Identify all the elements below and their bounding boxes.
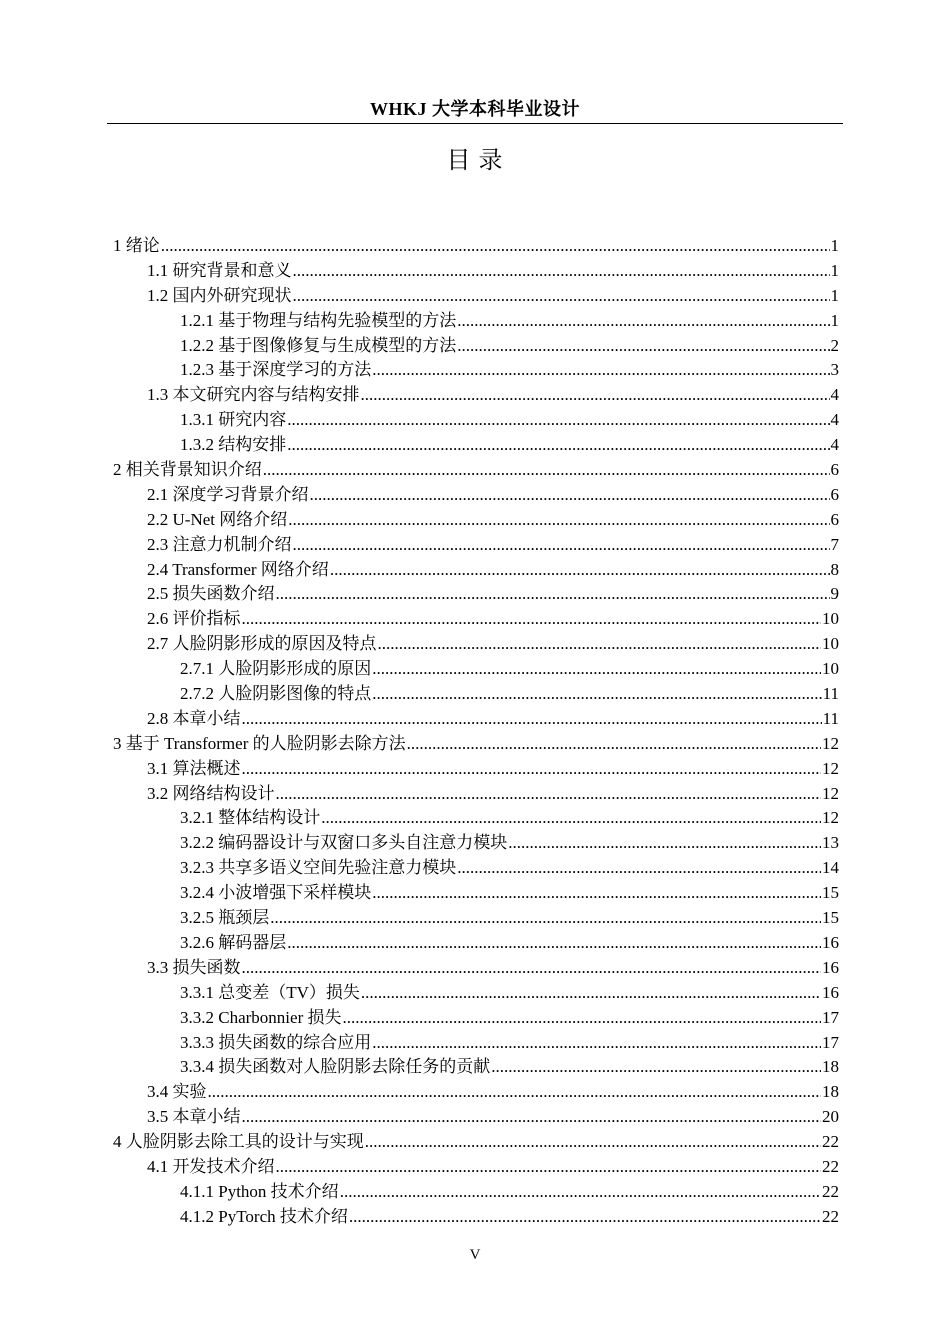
toc-entry-page: 15 — [822, 883, 839, 903]
toc-entry-label: 2.7.2 人脸阴影图像的特点 — [180, 684, 372, 704]
toc-entry-label: 1.2 国内外研究现状 — [147, 285, 292, 305]
toc-entry[interactable] — [113, 558, 839, 583]
toc-entry[interactable] — [113, 1080, 839, 1105]
toc-entry-page: 18 — [822, 1082, 839, 1102]
toc-entry[interactable] — [113, 582, 839, 607]
toc-dot-leader — [508, 831, 821, 856]
toc-dot-leader — [293, 259, 830, 284]
toc-entry-label: 1 绪论 — [113, 236, 160, 255]
toc-entry-page: 13 — [822, 833, 839, 853]
toc-entry-page: 22 — [822, 1206, 839, 1226]
toc-entry[interactable] — [113, 259, 839, 284]
toc-dot-leader — [293, 284, 830, 309]
toc-dot-leader — [330, 558, 830, 583]
toc-dot-leader — [287, 433, 829, 458]
toc-dot-leader — [457, 334, 829, 359]
toc-entry[interactable] — [113, 533, 839, 558]
toc-dot-leader — [365, 1130, 821, 1155]
toc-dot-leader — [242, 607, 822, 632]
toc-dot-leader — [263, 458, 830, 483]
toc-dot-leader — [340, 1180, 821, 1205]
toc-dot-leader — [349, 1205, 821, 1230]
toc-entry-label: 2.5 损失函数介绍 — [147, 584, 275, 604]
toc-dot-leader — [491, 1055, 821, 1080]
toc-dot-leader — [208, 1080, 822, 1105]
toc-dot-leader — [276, 582, 830, 607]
toc-entry[interactable] — [113, 632, 839, 657]
toc-dot-leader — [287, 408, 829, 433]
toc-dot-leader — [288, 508, 829, 533]
toc-entry-label: 3.2.6 解码器层 — [180, 932, 287, 952]
toc-entry-page: 17 — [822, 1032, 839, 1052]
toc-entry-label: 1.2.2 基于图像修复与生成模型的方法 — [180, 335, 457, 355]
toc-entry-page: 22 — [822, 1156, 839, 1176]
toc-entry-page: 12 — [822, 783, 839, 803]
toc-entry-label: 1.3 本文研究内容与结构安排 — [147, 385, 360, 405]
toc-entry-page: 6 — [830, 484, 839, 504]
toc-entry[interactable] — [113, 358, 839, 383]
toc-entry-label: 3.2.4 小波增强下采样模块 — [180, 883, 372, 903]
toc-entry[interactable] — [113, 906, 839, 931]
toc-dot-leader — [457, 856, 821, 881]
toc-entry-label: 2.1 深度学习背景介绍 — [147, 484, 309, 504]
toc-dot-leader — [242, 707, 822, 732]
toc-entry[interactable] — [113, 1155, 839, 1180]
toc-entry-page: 22 — [822, 1132, 839, 1152]
toc-entry-page: 9 — [830, 584, 839, 604]
page-header: WHKJ 大学本科毕业设计 — [107, 96, 843, 124]
toc-entry-page: 20 — [822, 1107, 839, 1127]
toc-entry[interactable] — [113, 682, 839, 707]
toc-entry[interactable] — [113, 309, 839, 334]
toc-entry-page: 10 — [822, 659, 839, 679]
toc-entry[interactable] — [113, 657, 839, 682]
toc-dot-leader — [276, 782, 822, 807]
toc-entry-label: 2 相关背景知识介绍 — [113, 460, 262, 480]
toc-entry[interactable] — [113, 881, 839, 906]
toc-entry-page: 17 — [822, 1007, 839, 1027]
toc-entry-page: 4 — [830, 385, 839, 405]
toc-entry[interactable] — [113, 1130, 839, 1155]
toc-entry-label: 3.2.2 编码器设计与双窗口多头自注意力模块 — [180, 833, 508, 853]
toc-dot-leader — [321, 806, 821, 831]
toc-entry[interactable] — [113, 1031, 839, 1056]
toc-entry-label: 3.5 本章小结 — [147, 1107, 241, 1127]
toc-entry-page: 3 — [830, 360, 839, 380]
toc-dot-leader — [276, 1155, 822, 1180]
toc-dot-leader — [310, 483, 830, 508]
toc-entry-label: 2.3 注意力机制介绍 — [147, 534, 292, 554]
toc-entry-page: 16 — [822, 957, 839, 977]
toc-entry-label: 3.1 算法概述 — [147, 758, 241, 778]
toc-entry-label: 2.8 本章小结 — [147, 708, 241, 728]
toc-entry-page: 6 — [830, 509, 839, 529]
toc-entry[interactable] — [113, 782, 839, 807]
toc-entry[interactable] — [113, 856, 839, 881]
toc-entry[interactable] — [113, 931, 839, 956]
toc-entry-label: 2.7.1 人脸阴影形成的原因 — [180, 659, 372, 679]
toc-entry-page: 12 — [822, 758, 839, 778]
toc-entry-label: 3.3.3 损失函数的综合应用 — [180, 1032, 372, 1052]
toc-entry[interactable] — [113, 433, 839, 458]
toc-dot-leader — [242, 1105, 822, 1130]
toc-entry-page: 7 — [830, 534, 839, 554]
toc-entry-page: 16 — [822, 932, 839, 952]
toc-entry-label: 1.2.1 基于物理与结构先验模型的方法 — [180, 310, 457, 330]
toc-entry[interactable] — [113, 732, 839, 757]
toc-entry-label: 2.2 U-Net 网络介绍 — [147, 509, 288, 529]
toc-entry-label: 3.4 实验 — [147, 1082, 207, 1102]
toc-dot-leader — [342, 1006, 821, 1031]
toc-entry-page: 11 — [822, 684, 839, 704]
toc-entry-label: 1.1 研究背景和意义 — [147, 260, 292, 280]
toc-entry[interactable] — [113, 483, 839, 508]
toc-entry-page: 1 — [830, 260, 839, 280]
toc-entry-label: 4.1.2 PyTorch 技术介绍 — [180, 1206, 348, 1226]
toc-dot-leader — [293, 533, 830, 558]
toc-entry-page: 12 — [822, 808, 839, 828]
toc-entry-page: 10 — [822, 609, 839, 629]
toc-dot-leader — [361, 981, 821, 1006]
toc-entry[interactable] — [113, 707, 839, 732]
toc-entry[interactable] — [113, 1205, 839, 1230]
toc-entry-page: 18 — [822, 1057, 839, 1077]
toc-dot-leader — [407, 732, 821, 757]
toc-entry-page: 8 — [830, 559, 839, 579]
toc-entry[interactable] — [113, 1055, 839, 1080]
toc-dot-leader — [378, 632, 822, 657]
toc-entry-page: 22 — [822, 1181, 839, 1201]
toc-dot-leader — [287, 931, 821, 956]
toc-dot-leader — [270, 906, 821, 931]
toc-entry-label: 3.2.1 整体结构设计 — [180, 808, 321, 828]
toc-entry[interactable] — [113, 1006, 839, 1031]
toc-entry[interactable] — [113, 458, 839, 483]
toc-entry-page: 4 — [830, 435, 839, 455]
toc-entry[interactable] — [113, 831, 839, 856]
toc-entry-label: 3.3 损失函数 — [147, 957, 241, 977]
toc-entry[interactable] — [113, 408, 839, 433]
toc-entry-label: 3.2.3 共享多语义空间先验注意力模块 — [180, 858, 457, 878]
toc-entry[interactable] — [113, 1180, 839, 1205]
toc-entry-label: 2.6 评价指标 — [147, 609, 241, 629]
toc-entry-page: 1 — [830, 285, 839, 305]
page-number: V — [469, 1247, 481, 1263]
toc-entry[interactable] — [113, 757, 839, 782]
toc-entry-label: 1.3.1 研究内容 — [180, 410, 287, 430]
table-of-contents — [113, 234, 839, 1230]
toc-entry-label: 4.1.1 Python 技术介绍 — [180, 1181, 339, 1201]
toc-entry-page: 1 — [830, 236, 839, 255]
toc-dot-leader — [372, 881, 821, 906]
toc-entry-page: 10 — [822, 634, 839, 654]
toc-dot-leader — [372, 682, 821, 707]
toc-entry-label: 1.2.3 基于深度学习的方法 — [180, 360, 372, 380]
toc-entry-label: 2.7 人脸阴影形成的原因及特点 — [147, 634, 377, 654]
toc-entry[interactable] — [113, 383, 839, 408]
toc-dot-leader — [242, 956, 822, 981]
toc-entry[interactable] — [113, 806, 839, 831]
toc-entry[interactable] — [113, 234, 839, 259]
toc-entry-label: 4.1 开发技术介绍 — [147, 1156, 275, 1176]
toc-entry-label: 3 基于 Transformer 的人脸阴影去除方法 — [113, 733, 406, 753]
toc-entry-label: 3.2.5 瓶颈层 — [180, 908, 270, 928]
toc-dot-leader — [361, 383, 830, 408]
toc-entry-label: 2.4 Transformer 网络介绍 — [147, 559, 329, 579]
toc-entry-page: 4 — [830, 410, 839, 430]
toc-entry[interactable] — [113, 1105, 839, 1130]
toc-entry-page: 11 — [822, 708, 839, 728]
toc-entry-label: 3.3.4 损失函数对人脸阴影去除任务的贡献 — [180, 1057, 491, 1077]
toc-entry[interactable] — [113, 981, 839, 1006]
toc-entry-page: 15 — [822, 908, 839, 928]
toc-entry-page: 12 — [822, 733, 839, 753]
toc-dot-leader — [242, 757, 822, 782]
toc-title: 目 录 — [446, 148, 504, 174]
toc-entry-page: 1 — [830, 310, 839, 330]
toc-entry-label: 1.3.2 结构安排 — [180, 435, 287, 455]
toc-entry-page: 2 — [830, 335, 839, 355]
toc-entry-label: 3.2 网络结构设计 — [147, 783, 275, 803]
toc-entry-label: 4 人脸阴影去除工具的设计与实现 — [113, 1132, 364, 1152]
toc-entry[interactable] — [113, 284, 839, 309]
toc-dot-leader — [372, 358, 829, 383]
toc-entry-label: 3.3.1 总变差（TV）损失 — [180, 982, 360, 1002]
toc-dot-leader — [372, 657, 821, 682]
toc-entry[interactable] — [113, 956, 839, 981]
toc-dot-leader — [161, 234, 830, 259]
toc-dot-leader — [372, 1031, 821, 1056]
toc-entry[interactable] — [113, 334, 839, 359]
toc-entry-label: 3.3.2 Charbonnier 损失 — [180, 1007, 342, 1027]
toc-entry[interactable] — [113, 508, 839, 533]
toc-entry-page: 6 — [830, 460, 839, 480]
toc-entry[interactable] — [113, 607, 839, 632]
toc-entry-page: 16 — [822, 982, 839, 1002]
toc-dot-leader — [457, 309, 829, 334]
toc-entry-page: 14 — [822, 858, 839, 878]
